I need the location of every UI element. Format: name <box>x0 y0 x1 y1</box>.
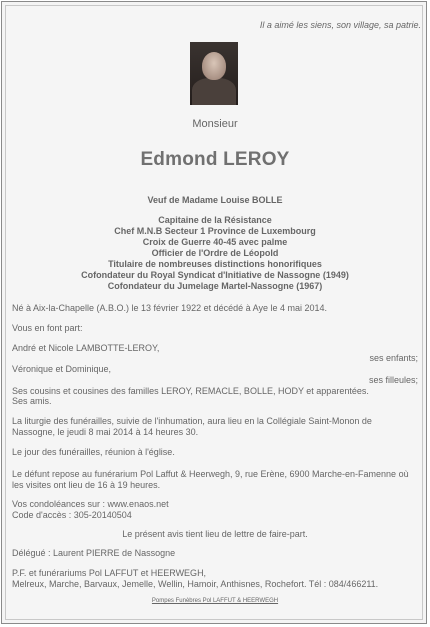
condolences-line: Vos condoléances sur : www.enaos.net <box>12 499 169 509</box>
epitaph-quote: Il a aimé les siens, son village, sa patrie. <box>259 20 421 30</box>
notice-line: Le présent avis tient lieu de lettre de faire-part. <box>122 529 308 539</box>
funeral-home-link[interactable]: Pompes Funèbres Pol LAFFUT & HEERWEGH <box>151 598 279 604</box>
liturgy-line-1: La liturgie des funérailles, suivie de l'inhumation, aura lieu en la Collégiale Saint-Monon de <box>12 416 372 426</box>
funeral-home-line-1: P.F. et funérariums Pol LAFFUT et HEERWEGH, <box>12 568 207 578</box>
title-item: Croix de Guerre 40-45 avec palme <box>142 237 288 247</box>
funeral-home-line-2: Melreux, Marche, Barvaux, Jemelle, Wellin, Hamoir, Anthisnes, Rochefort. Tél : 084/466211. <box>12 579 379 589</box>
title-item: Capitaine de la Résistance <box>158 215 272 225</box>
widower-line: Veuf de Madame Louise BOLLE <box>147 195 283 205</box>
cousins-line: Ses cousins et cousines des familles LEROY, REMACLE, BOLLE, HODY et apparentées. <box>12 386 369 396</box>
honorific: Monsieur <box>192 118 238 130</box>
children-role: ses enfants; <box>369 353 418 363</box>
deceased-name: Edmond LEROY <box>140 149 290 170</box>
rest-line-2: les visites ont lieu de 16 à 19 heures. <box>12 480 161 490</box>
portrait-face <box>202 52 226 80</box>
delegate-line: Délégué : Laurent PIERRE de Nassogne <box>12 548 176 558</box>
birth-line: Né à Aix-la-Chapelle (A.B.O.) le 13 février 1922 et décédé à Aye le 4 mai 2014. <box>12 303 328 313</box>
portrait-photo <box>190 42 238 105</box>
rest-line-1: Le défunt repose au funérarium Pol Laffut & Heerwegh, 9, rue Erène, 6900 Marche-en-Famenne où <box>12 469 409 479</box>
friends-line: Ses amis. <box>12 396 52 406</box>
title-item: Officier de l'Ordre de Léopold <box>151 248 279 258</box>
access-code-line: Code d'accès : 305-20140504 <box>12 510 132 520</box>
goddaughters-role: ses filleules; <box>368 375 418 385</box>
children-line: André et Nicole LAMBOTTE-LEROY, <box>12 343 160 353</box>
portrait-shoulders <box>192 78 236 105</box>
title-item: Cofondateur du Royal Syndicat d'Initiative de Nassogne (1949) <box>81 270 349 280</box>
goddaughters-line: Véronique et Dominique, <box>12 364 112 374</box>
title-item: Titulaire de nombreuses distinctions honorifiques <box>108 259 322 269</box>
title-item: Cofondateur du Jumelage Martel-Nassogne (1967) <box>107 281 323 291</box>
liturgy-line-2: Nassogne, le jeudi 8 mai 2014 à 14 heures 30. <box>12 427 199 437</box>
announce-line: Vous en font part: <box>12 323 83 333</box>
titles-list <box>0 215 430 292</box>
gathering-line: Le jour des funérailles, réunion à l'église. <box>12 447 175 457</box>
title-item: Chef M.N.B Secteur 1 Province de Luxembourg <box>114 226 316 236</box>
